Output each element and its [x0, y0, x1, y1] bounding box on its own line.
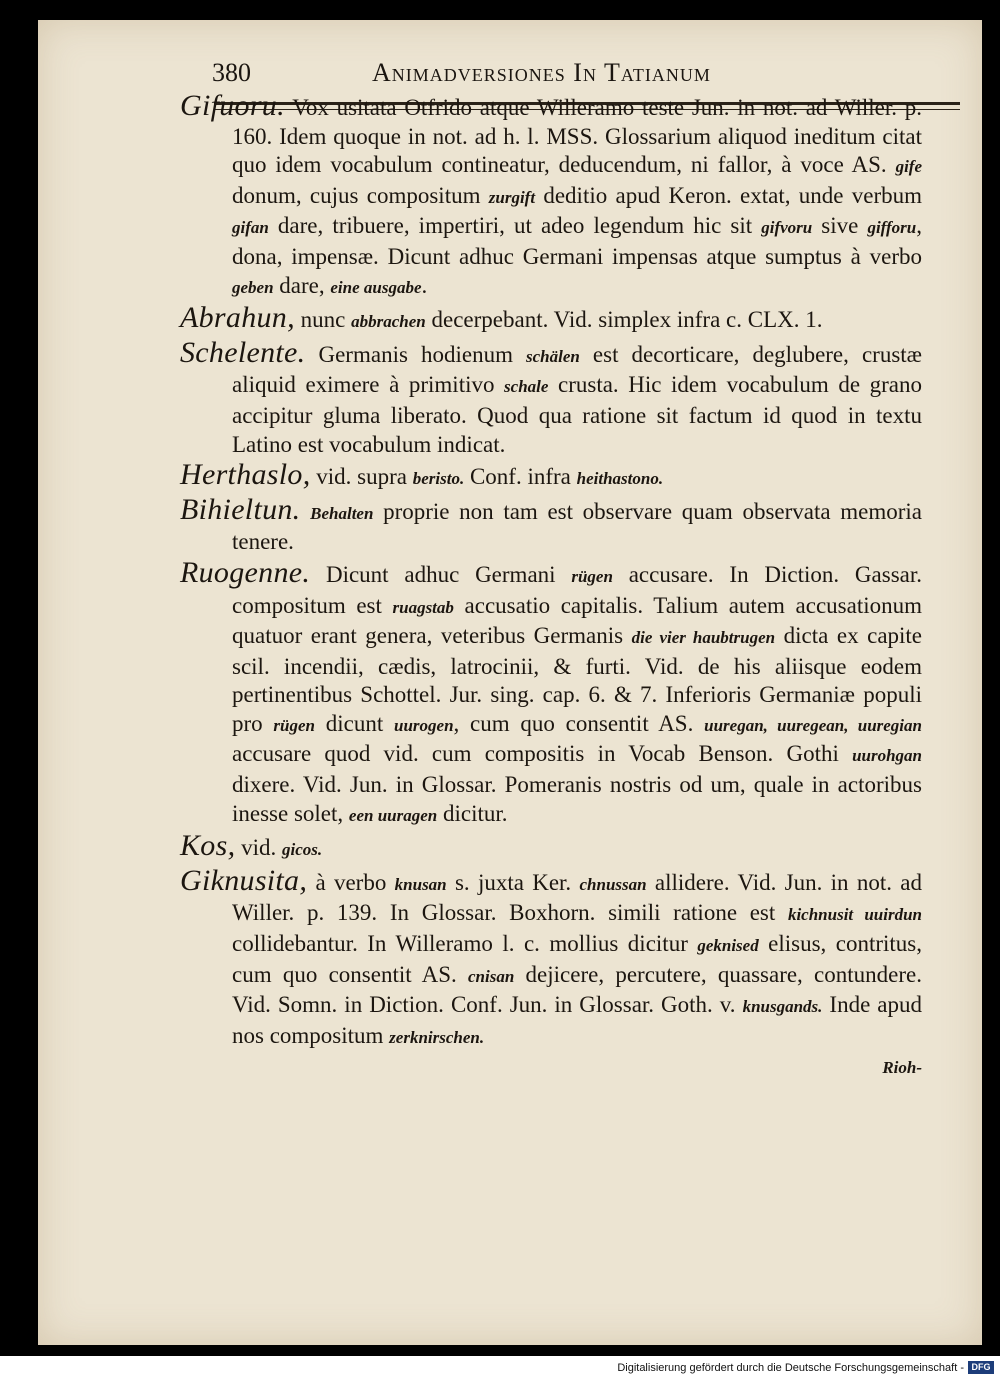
gloss-term: rügen	[273, 715, 315, 735]
gloss-term: eine ausgabe	[330, 277, 422, 297]
body-text	[180, 89, 923, 1083]
gloss-term: knusan	[394, 874, 447, 894]
entry-text: vid. supra	[310, 464, 413, 490]
glossary-entry	[180, 492, 922, 557]
entry-text: accusare. In Diction. Gassar. compositum est	[232, 561, 922, 618]
entry-text: allidere. Vid. Jun. in not. ad Willer. p. 139. In Glossar. Boxhorn. simili ratione est	[232, 869, 923, 926]
gloss-term: zerknirschen.	[389, 1027, 485, 1047]
entry-text: decerpebant. Vid. simplex infra c. CLX. 1.	[425, 307, 823, 333]
gloss-term: uuregan, uuregean, uuregian	[704, 715, 922, 735]
entry-text	[300, 499, 310, 524]
entry-list	[180, 89, 923, 1052]
glossary-entry	[180, 301, 922, 337]
entry-text: dejicere, percutere, quassare, contundere. Vid. Somn. in Diction. Conf. Jun. in Glossar. Goth. v.	[232, 961, 922, 1018]
entry-headword: Schelente.	[180, 335, 306, 369]
gloss-term: geknised	[697, 936, 759, 956]
entry-text: donum, cujus compositum	[232, 182, 489, 208]
entry-text: à verbo	[307, 869, 395, 895]
entry-text: crusta. Hic idem vocabulum de grano accipitur gluma liberato. Quod qua ratione sit factum id quod in textu Latino est vocabulum indicat.	[232, 372, 922, 457]
entry-text: Dicunt adhuc Germani	[310, 561, 572, 587]
entry-text: sive	[812, 213, 868, 239]
gloss-term: Behalten	[310, 503, 374, 523]
catchword: Rioh-	[882, 1058, 922, 1078]
entry-text: dixere. Vid. Jun. in Glossar. Pomeranis nostris od um, quale in actoribus inesse solet,	[232, 772, 922, 826]
entry-text: Inde apud nos compositum	[232, 992, 923, 1048]
gloss-term: een uuragen	[348, 805, 438, 825]
gloss-term: die vier haubtrugen	[631, 628, 776, 648]
glossary-entry	[180, 458, 922, 494]
gloss-term: beristo.	[412, 469, 465, 489]
gloss-term: heithastono.	[576, 469, 664, 489]
gloss-term: cnisan	[468, 966, 515, 986]
gloss-term: knusgands.	[742, 997, 823, 1017]
gloss-term: kichnusit uuirdun	[787, 905, 922, 925]
gloss-term: ruagstab	[392, 597, 454, 617]
entry-text: accusatio capitalis. Talium autem accusationum quatuor erant genera, veteribus Germanis	[232, 592, 922, 649]
running-title: Animadversiones In Tatianum	[372, 58, 711, 87]
entry-headword: Kos,	[180, 829, 236, 863]
gloss-term: geben	[232, 277, 274, 297]
entry-text: collidebantur. In Willeramo l. c. mollius dicitur	[232, 931, 698, 957]
glossary-entry	[180, 829, 922, 865]
glossary-entry	[180, 555, 923, 830]
entry-text: , cum quo consentit AS.	[453, 710, 705, 736]
entry-text: proprie non tam est observare quam observata memoria tenere.	[232, 498, 922, 555]
gloss-term: gife	[895, 157, 922, 177]
glossary-entry	[180, 335, 922, 459]
gloss-term: gifvoru	[761, 218, 813, 238]
gloss-term: gifan	[232, 218, 269, 238]
entry-text: dare,	[273, 272, 331, 298]
entry-text: dicunt	[315, 710, 395, 736]
entry-text: s. juxta Ker.	[446, 869, 580, 895]
entry-text: Vox usitata Otfrido atque Willeramo teste Jun. in not. ad Willer. p. 160. Idem quoque in not. ad h. l. MSS. Glossarium aliquod ineditum citat quo idem vocabulum contineatur, deducendum, ni fallor, à voce AS.	[232, 95, 922, 178]
entry-text: dicta ex capite scil. incendii, cædis, latrocinii, & furti. Vid. de his aliisque eodem pertinentibus Schottel. Jur. sing. cap. 6. & 7. Inferioris Germaniæ populi pro	[232, 623, 923, 736]
page-number: 380	[212, 58, 251, 87]
gloss-term: uurohgan	[852, 746, 922, 766]
entry-text: elisus, contritus, cum quo consentit AS.	[232, 931, 922, 987]
entry-headword: Ruogenne.	[180, 555, 311, 589]
gloss-term: schälen	[526, 346, 580, 366]
glossary-entry	[180, 863, 923, 1053]
gloss-term: zurgift	[488, 187, 536, 207]
entry-text: accusare quod vid. cum compositis in Vocab Benson. Gothi	[232, 741, 853, 767]
entry-text: Conf. infra	[464, 464, 577, 490]
gloss-term: rügen	[571, 566, 613, 586]
entry-text: vid.	[235, 835, 283, 861]
entry-text: nunc	[294, 307, 352, 333]
entry-text: dare, tribuere, impertiri, ut adeo legendum hic sit	[268, 213, 762, 239]
entry-headword: Herthaslo,	[180, 458, 311, 492]
entry-text: .	[421, 272, 428, 298]
gloss-term: uurogen	[394, 715, 454, 735]
glossary-entry	[180, 89, 922, 302]
entry-headword: Giknusita,	[180, 863, 308, 897]
entry-text: , dona, impensæ. Dicunt adhuc Germani impensas atque sumptus à verbo	[232, 213, 922, 269]
gloss-term: gicos.	[282, 840, 323, 860]
gloss-term: abbrachen	[351, 312, 426, 332]
gloss-term: gifforu	[867, 218, 917, 238]
digitization-credit: Digitalisierung gefördert durch die Deutsche Forschungsgemeinschaft -	[617, 1362, 964, 1374]
entry-text: est decorticare, deglubere, crustæ aliquid eximere à primitivo	[232, 341, 922, 398]
entry-headword: Bihieltun.	[180, 492, 301, 526]
gloss-term: schale	[504, 377, 549, 397]
entry-text: dicitur.	[437, 800, 508, 826]
entry-headword: Abrahun,	[180, 301, 295, 335]
gloss-term: chnussan	[579, 874, 647, 894]
entry-text: Germanis hodienum	[305, 341, 527, 367]
entry-text: deditio apud Keron. extat, unde verbum	[535, 182, 922, 208]
entry-headword: Gifuoru.	[180, 89, 285, 122]
dfg-logo: DFG	[968, 1361, 994, 1374]
